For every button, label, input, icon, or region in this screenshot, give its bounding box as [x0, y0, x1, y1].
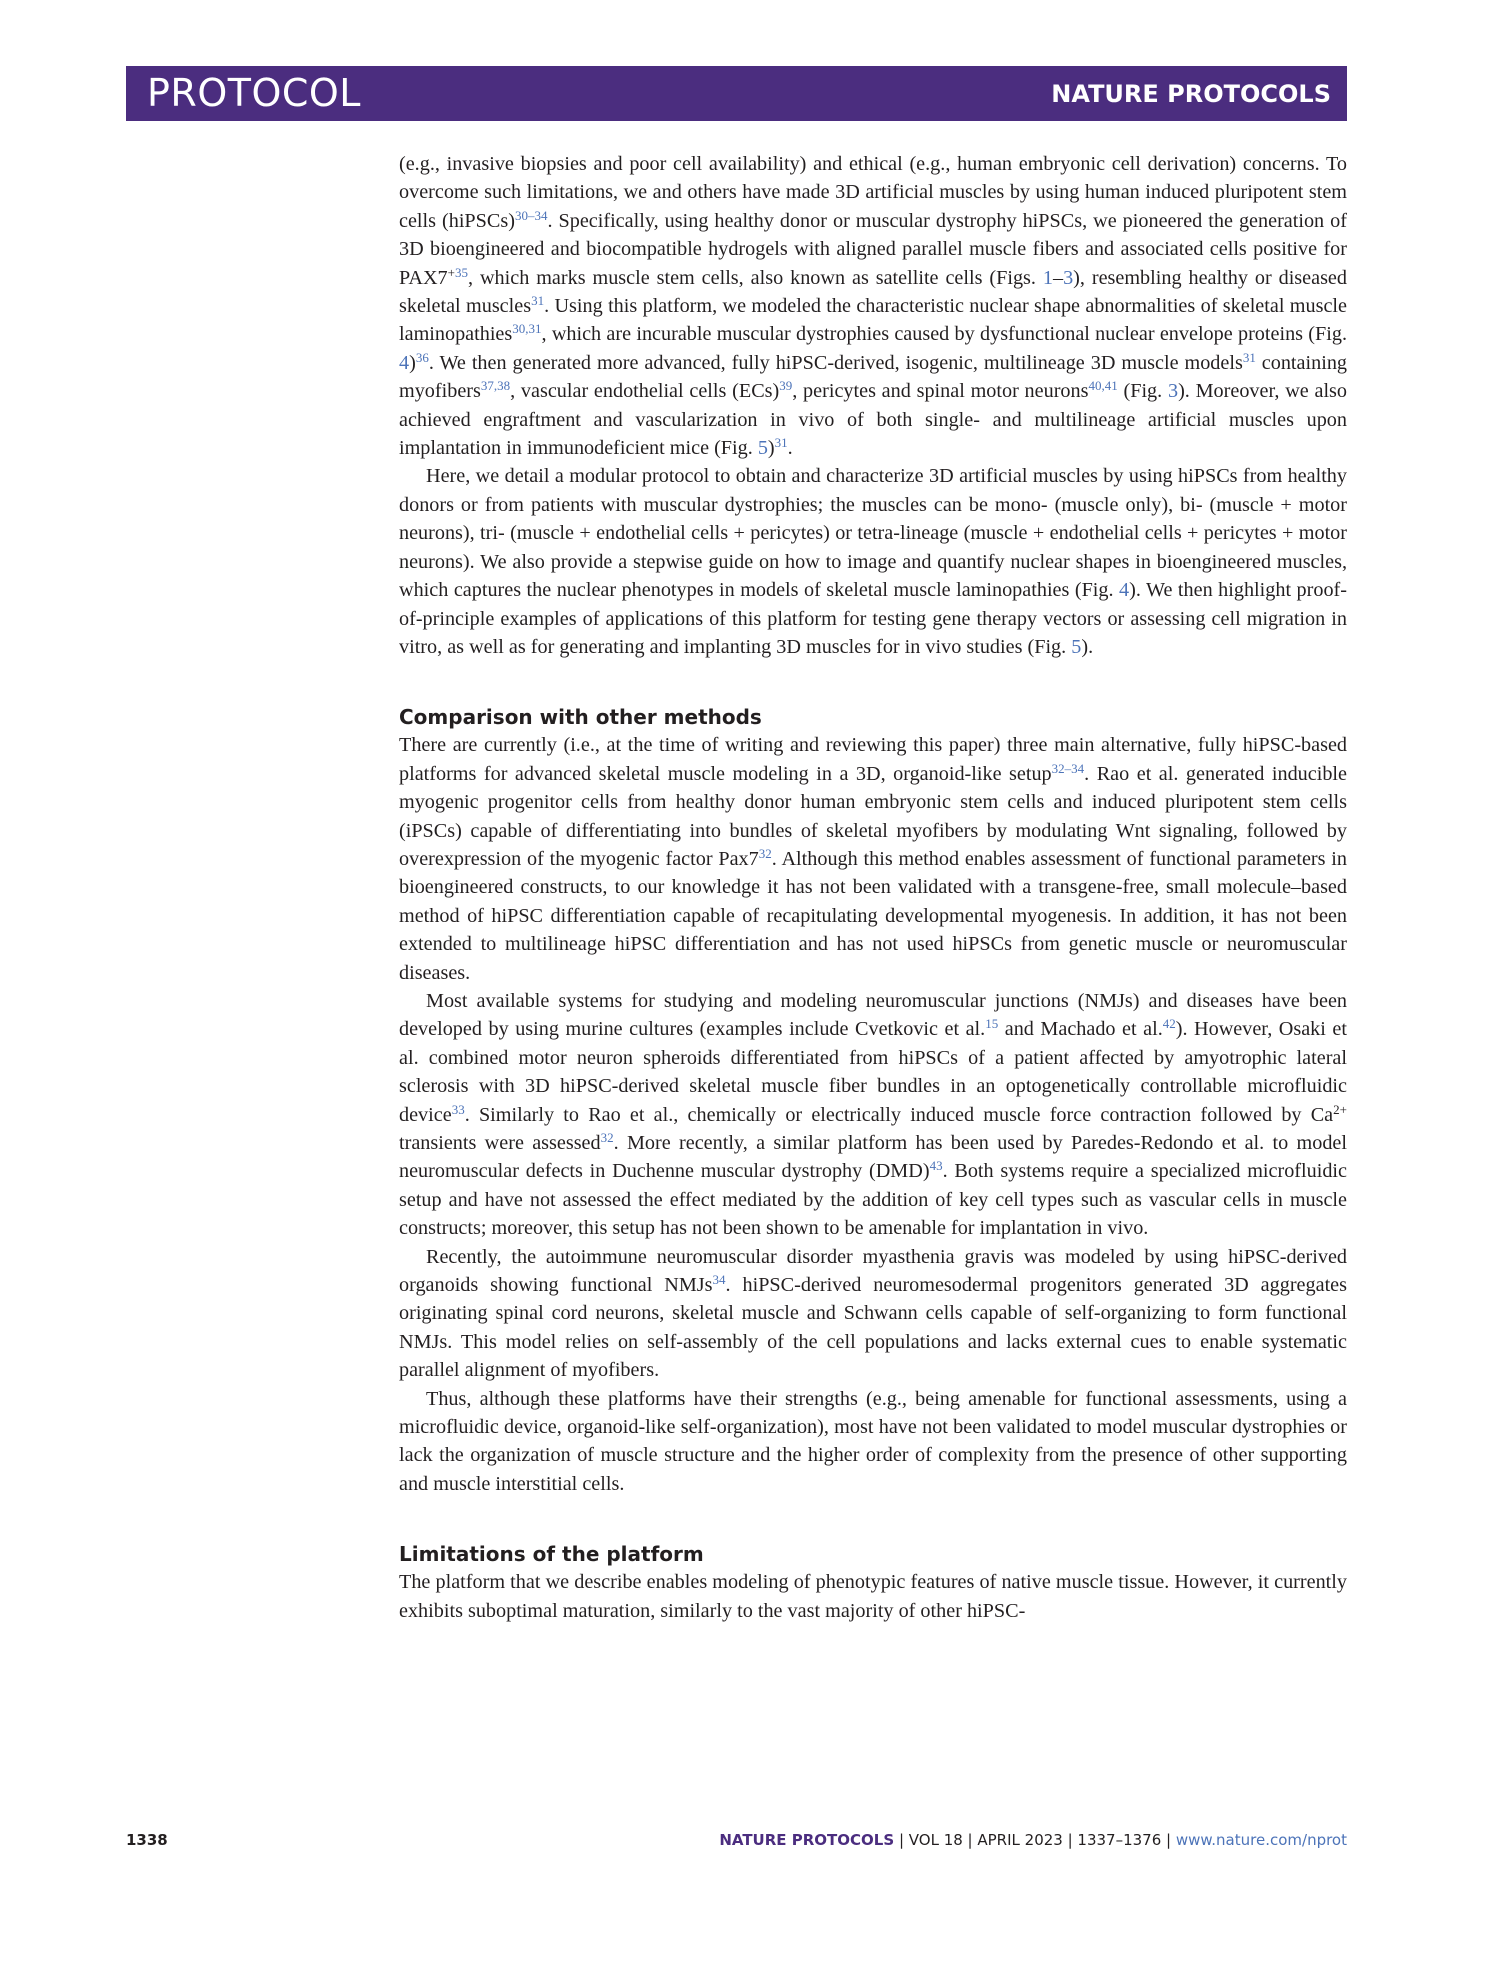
- citation-ref[interactable]: 31: [531, 293, 545, 309]
- figure-ref-link[interactable]: 3: [1063, 266, 1074, 289]
- figure-ref-link[interactable]: 4: [399, 351, 410, 374]
- header-banner: [126, 66, 1347, 121]
- footer-issue: | VOL 18 | APRIL 2023 | 1337–1376 |: [894, 1831, 1176, 1849]
- citation-ref[interactable]: 37,38: [480, 378, 511, 394]
- section-heading-comparison: Comparison with other methods: [399, 705, 762, 730]
- citation-ref[interactable]: 32: [600, 1130, 614, 1145]
- citation-ref[interactable]: 31: [774, 435, 788, 451]
- footer-citation: [719, 1831, 1347, 1849]
- superscript: +: [447, 264, 455, 280]
- journal-label: NATURE PROTOCOLS: [1051, 80, 1331, 108]
- figure-ref-link[interactable]: 1: [1042, 266, 1053, 289]
- figure-ref-link[interactable]: 3: [1167, 380, 1179, 403]
- figure-ref-link[interactable]: 5: [757, 437, 768, 460]
- figure-ref-link[interactable]: 5: [1071, 635, 1082, 658]
- citation-ref[interactable]: 42: [1162, 1016, 1176, 1032]
- comparison-paragraph-4: Thus, although these platforms have their strengths (e.g., being amenable for functional assessments, using a microfluidic device, organoid-like self-organization), most have not been validated to model muscular dystrophies or lack the organization of muscle structure and the higher order of complexity from the presence of other supporting and muscle interstitial cells.: [399, 1387, 1347, 1495]
- page-number: 1338: [126, 1831, 168, 1849]
- intro-paragraph-1: (e.g., invasive biopsies and poor cell availability) and ethical (e.g., human embryonic cell derivation) concerns. To overcome such limitations, we and others have made 3D artificial muscles by using human induced pluripotent stem cells (hiPSCs)$^{30-34}$. Specifically, using healthy donor or muscular dystrophy hiPSCs, we pioneered the generation of 3D bioengineered and biocompatible hydrogels with aligned parallel muscle fibers and associated cells positive for $PAX7^{+35}$, which marks muscle stem cells, also known as satellite cells (Figs. 1–3), resembling healthy or diseased skeletal muscles$^{31}$. Using this platform, we modeled the characteristic nuclear shape abnormalities of skeletal muscle laminopathies$^{30,31}$, which are incurable muscular dystrophies caused by dysfunctional nuclear envelope proteins (Fig. 4)$^{36}$. We then generated more advanced, fully hiPSC-derived, isogenic, multilineage 3D muscle models$^{31}$ containing myofibers$^{37,38}$, vascular endothelial cells (ECs)$^{39}$, pericytes and spinal motor neurons$^{40,41}$ (Fig. 3). Moreover, we also achieved engraftment and vascularization in vivo of both single- and multilineage artificial muscles upon implantation in immunodeficient mice (Fig. 5)$^{31}$.: [399, 153, 1348, 460]
- section-heading-limitations: Limitations of the platform: [399, 1542, 704, 1567]
- citation-ref[interactable]: 35: [454, 264, 468, 280]
- intro-paragraph-2: Here, we detail a modular protocol to obtain and characterize 3D artificial muscles by using hiPSCs from healthy donors or from patients with muscular dystrophies; the muscles can be mono- (muscle only), bi- (muscle + motor neurons), tri- (muscle + endothelial cells + pericytes) or tetra-lineage (muscle + endothelial cells + pericytes + motor neurons). We also provide a stepwise guide on how to image and quantify nuclear shapes in bioengineered muscles, which captures the nuclear phenotypes in models of skeletal muscle laminopathies (Fig. 4). We then highlight proof-of-principle examples of applications of this platform for testing gene therapy vectors or assessing cell migration in vitro, as well as for generating and implanting 3D muscles for in vivo studies (Fig. 5).: [399, 465, 1347, 658]
- citation-ref[interactable]: 30,31: [512, 321, 542, 337]
- citation-ref[interactable]: 31: [1242, 349, 1256, 365]
- citation-ref[interactable]: 36: [415, 349, 429, 365]
- comparison-paragraph-1: There are currently (i.e., at the time of writing and reviewing this paper) three main alternative, fully hiPSC-based platforms for advanced skeletal muscle modeling in a 3D, organoid-like setup$^{32-34}$. Rao et al. generated inducible myogenic progenitor cells from healthy donor human embryonic stem cells and induced pluripotent stem cells (iPSCs) capable of differentiating into bundles of skeletal myofibers by modulating Wnt signaling, followed by overexpression of the myogenic factor $Pax7^{32}$. Although this method enables assessment of functional parameters in bioengineered constructs, to our knowledge it has not been validated with a transgene-free, small molecule–based method of hiPSC differentiation capable of recapitulating developmental myogenesis. In addition, it has not been extended to multilineage hiPSC differentiation and has not used hiPSCs from genetic muscle or neuromuscular diseases.: [399, 734, 1348, 984]
- citation-ref[interactable]: 30–34: [514, 207, 548, 223]
- citation-ref[interactable]: 32: [758, 845, 772, 861]
- limitations-paragraph-1: The platform that we describe enables modeling of phenotypic features of native muscle tissue. However, it currently exhibits suboptimal maturation, similarly to the vast majority of other hiPSC-: [399, 1571, 1347, 1622]
- citation-ref[interactable]: 15: [985, 1016, 999, 1032]
- footer-url-link[interactable]: www.nature.com/nprot: [1175, 1831, 1347, 1849]
- citation-ref[interactable]: 43: [929, 1158, 943, 1174]
- section-label: PROTOCOL: [147, 71, 361, 115]
- citation-ref[interactable]: 34: [712, 1272, 726, 1288]
- superscript: 2+: [1333, 1101, 1347, 1117]
- citation-ref[interactable]: 32–34: [1051, 760, 1085, 776]
- page-footer: [126, 1831, 1347, 1855]
- citation-ref[interactable]: 33: [451, 1101, 465, 1117]
- main-column: [399, 150, 1347, 1625]
- comparison-paragraph-3: Recently, the autoimmune neuromuscular disorder myasthenia gravis was modeled by using hiPSC-derived organoids showing functional NMJs$^{34}$. hiPSC-derived neuromesodermal progenitors generated 3D aggregates originating spinal cord neurons, skeletal muscle and Schwann cells capable of self-organizing to form functional NMJs. This model relies on self-assembly of the cell populations and lacks external cues to enable systematic parallel alignment of myofibers.: [399, 1245, 1347, 1382]
- comparison-paragraph-2: Most available systems for studying and modeling neuromuscular junctions (NMJs) and diseases have been developed by using murine cultures (examples include Cvetkovic et al.$^{15}$ and Machado et al.$^{42}$). However, Osaki et al. combined motor neuron spheroids differentiated from hiPSCs of a patient affected by amyotrophic lateral sclerosis with 3D hiPSC-derived skeletal muscle fiber bundles in an optogenetically controllable microfluidic device$^{33}$. Similarly to Rao et al., chemically or electrically induced muscle force contraction followed by $Ca^{2+}$ transients were assessed$^{32}$. More recently, a similar platform has been used by Paredes-Redondo et al. to model neuromuscular defects in Duchenne muscular dystrophy (DMD)$^{43}$. Both systems require a specialized microfluidic setup and have not assessed the effect mediated by the addition of key cell types such as vascular cells in muscle constructs; moreover, this setup has not been shown to be amenable for implantation in vivo.: [399, 989, 1347, 1240]
- figure-ref-link[interactable]: 4: [1119, 579, 1130, 602]
- footer-journal: NATURE PROTOCOLS: [719, 1831, 895, 1849]
- citation-ref[interactable]: 40,41: [1088, 378, 1118, 394]
- citation-ref[interactable]: 39: [779, 378, 793, 394]
